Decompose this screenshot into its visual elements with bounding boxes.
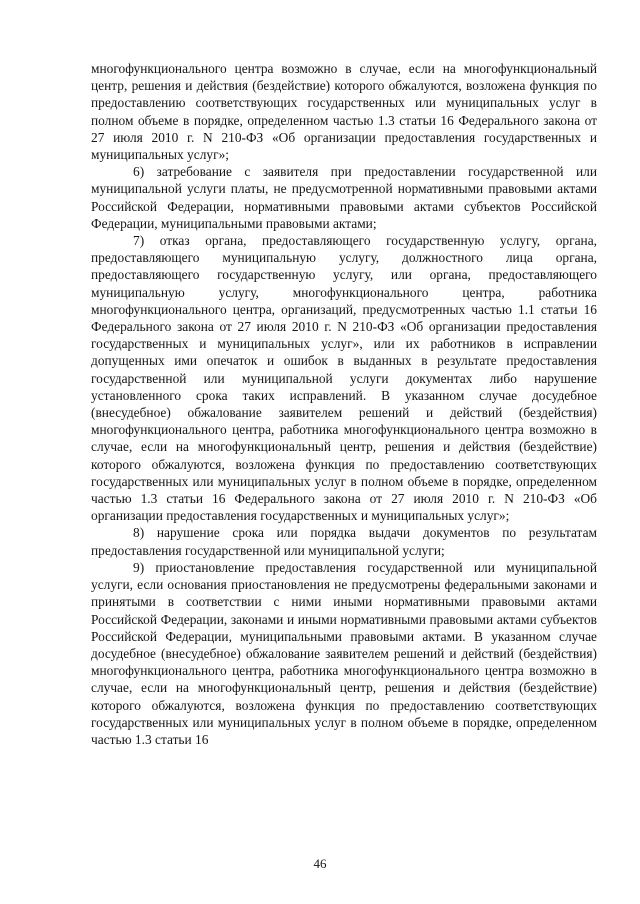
- document-body: [91, 60, 597, 748]
- paragraph-item-7: 7) отказ органа, предоставляющего государственную услугу, органа, предоставляющего муниципальную услугу, должностного лица органа, предоставляющего государственную услугу, или органа, предоставляющего муниципальную услугу, многофункционального центра, работника многофункционального центра, организаций, предусмотренных частью 1.1 статьи 16 Федерального закона от 27 июля 2010 г. N 210-ФЗ «Об организации предоставления государственных и муниципальных услуг», или их работников в исправлении допущенных ими опечаток и ошибок в выданных в результате предоставления государственной или муниципальной услуги документах либо нарушение установленного срока таких исправлений. В указанном случае досудебное (внесудебное) обжалование заявителем решений и действий (бездействия) многофункционального центра, работника многофункционального центра возможно в случае, если на многофункциональный центр, решения и действия (бездействие) которого обжалуются, возложена функция по предоставлению соответствующих государственных или муниципальных услуг в полном объеме в порядке, определенном частью 1.3 статьи 16 Федерального закона от 27 июля 2010 г. N 210-ФЗ «Об организации предоставления государственных и муниципальных услуг»;: [91, 233, 597, 524]
- paragraph-continuation: многофункционального центра возможно в случае, если на многофункциональный центр, решения и действия (бездействие) которого обжалуются, возложена функция по предоставлению соответствующих государственных или муниципальных услуг в полном объеме в порядке, определенном частью 1.3 статьи 16 Федерального закона от 27 июля 2010 г. N 210-ФЗ «Об организации предоставления государственных и муниципальных услуг»;: [91, 61, 597, 163]
- paragraph-item-9: 9) приостановление предоставления государственной или муниципальной услуги, если основания приостановления не предусмотрены федеральными законами и принятыми в соответствии с ними иными нормативными правовыми актами Российской Федерации, законами и иными нормативными правовыми актами субъектов Российской Федерации, муниципальными правовыми актами. В указанном случае досудебное (внесудебное) обжалование заявителем решений и действий (бездействия) многофункционального центра, работника многофункционального центра возможно в случае, если на многофункциональный центр, решения и действия (бездействие) которого обжалуются, возложена функция по предоставлению соответствующих государственных или муниципальных услуг в полном объеме в порядке, определенном частью 1.3 статьи 16: [91, 559, 597, 747]
- paragraph-item-8: 8) нарушение срока или порядка выдачи документов по результатам предоставления государственной или муниципальной услуги;: [91, 525, 597, 558]
- page-number: 46: [313, 856, 327, 871]
- paragraph-item-6: 6) затребование с заявителя при предоставлении государственной или муниципальной услуги платы, не предусмотренной нормативными правовыми актами Российской Федерации, нормативными правовыми актами субъектов Российской Федерации, муниципальными правовыми актами;: [91, 164, 597, 231]
